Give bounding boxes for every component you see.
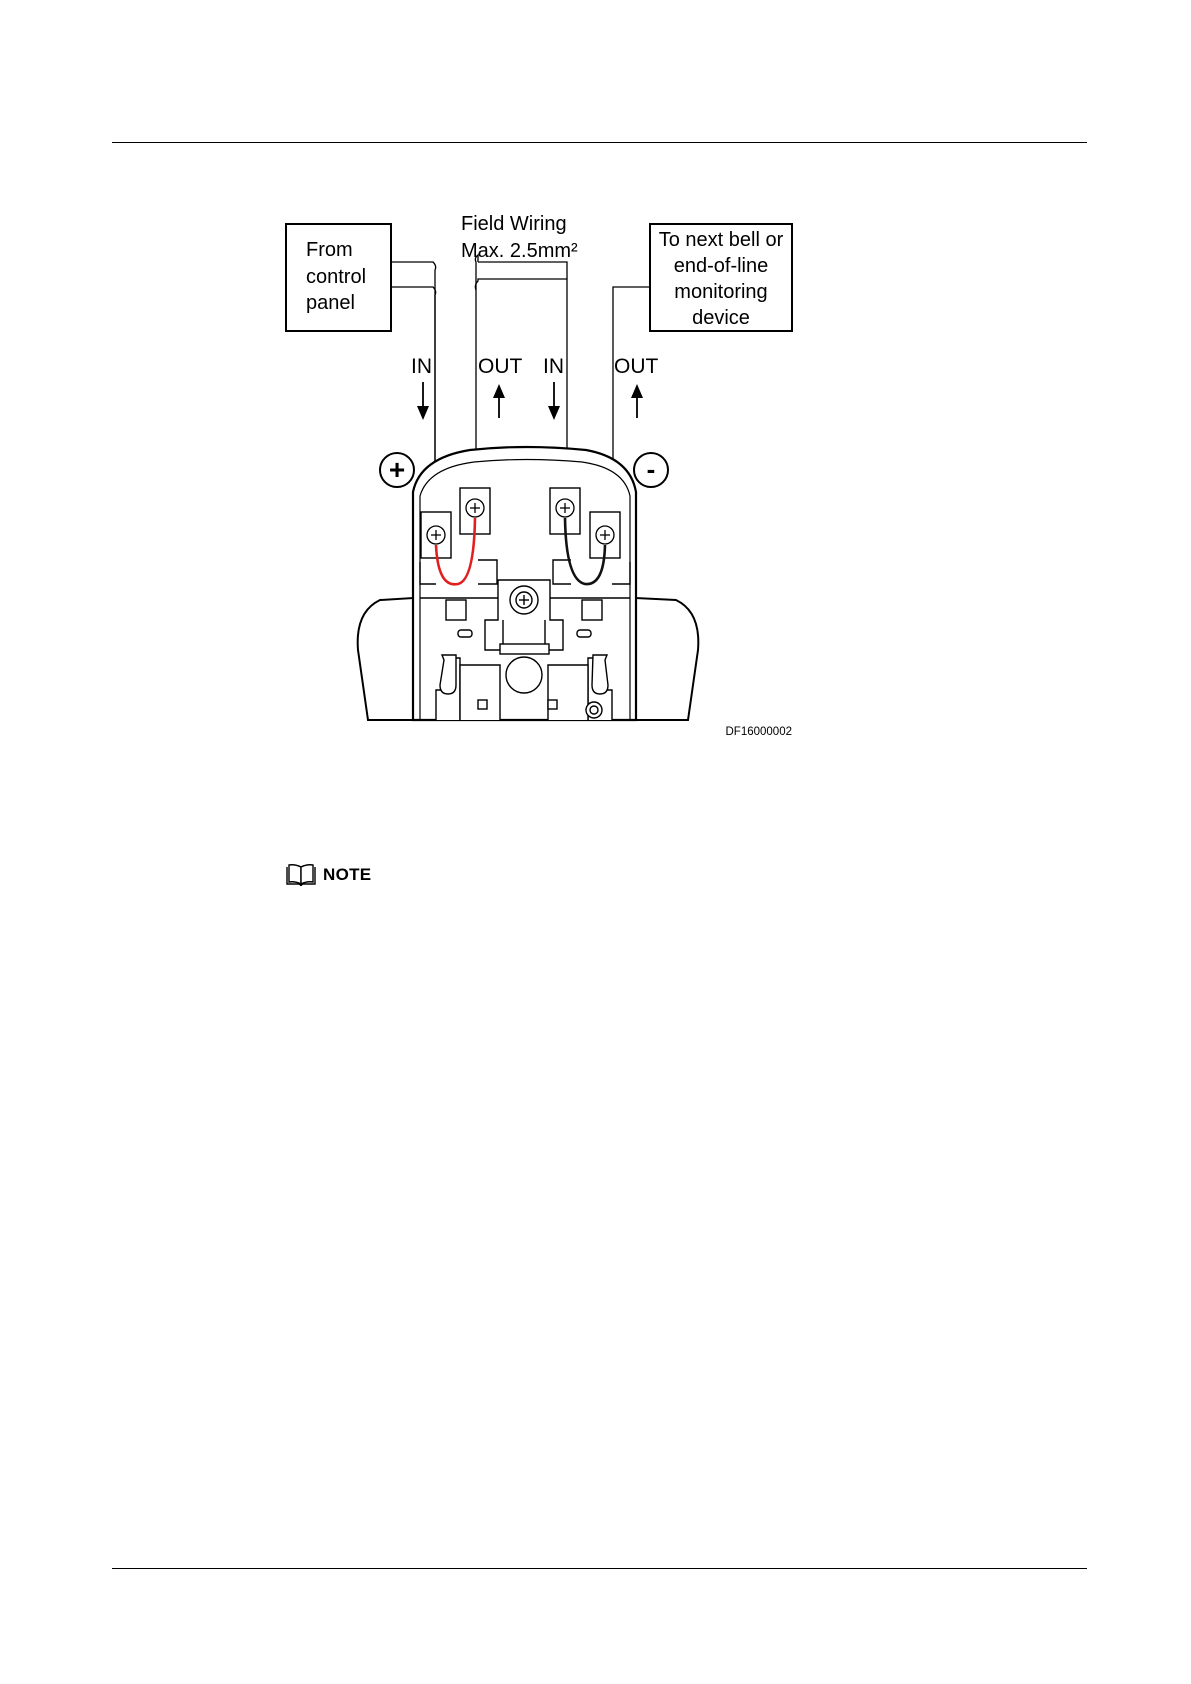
note-label: NOTE — [323, 865, 372, 884]
negative-sign: - — [646, 454, 656, 484]
label-in-right: IN — [543, 355, 564, 378]
source-box-line-3: panel — [306, 292, 355, 314]
field-wiring-title: Field Wiring — [461, 213, 567, 235]
destination-box-line-3: monitoring — [674, 281, 768, 303]
destination-box-line-4: device — [692, 307, 750, 329]
book-icon — [285, 863, 317, 887]
positive-sign: + — [388, 454, 406, 485]
source-box-line-1: From — [306, 239, 353, 261]
base-wing-right — [636, 598, 698, 720]
label-in-left: IN — [411, 355, 432, 378]
destination-box-line-1: To next bell or — [658, 229, 784, 251]
note-heading — [285, 862, 371, 888]
wiring-diagram-figure — [0, 0, 1191, 760]
label-out-right: OUT — [614, 355, 659, 378]
label-out-left: OUT — [478, 355, 523, 378]
flow-arrows — [417, 382, 643, 420]
arrow-labels — [411, 355, 659, 378]
wiring-diagram-svg — [0, 0, 1191, 760]
field-wiring-spec: Max. 2.5mm² — [461, 240, 578, 262]
figure-code: DF16000002 — [725, 726, 792, 738]
base-wing-left — [358, 598, 413, 720]
source-box-line-2: control — [306, 266, 367, 288]
footer-rule — [112, 1568, 1087, 1569]
destination-box-line-2: end-of-line — [673, 255, 769, 277]
